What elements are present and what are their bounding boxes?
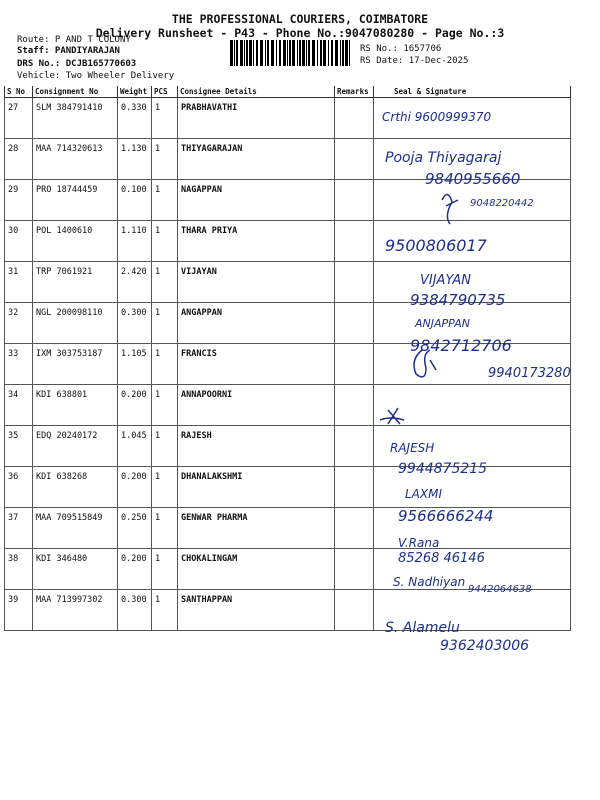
cell-weight: 1.110	[118, 221, 152, 262]
rs-number: RS No.: 1657706	[360, 44, 442, 54]
cell-remarks	[335, 426, 374, 467]
barcode-bar	[253, 40, 254, 66]
phone-row-29: 9048220442	[470, 198, 534, 209]
signature-row-39: S. Alamelu	[385, 620, 460, 636]
staff-label: Staff: PANDIYARAJAN	[17, 46, 120, 56]
runsheet-table	[4, 86, 571, 631]
phone-row-31: 9384790735	[410, 291, 506, 309]
cell-remarks	[335, 549, 374, 590]
cell-consignment-no: EDQ 20240172	[33, 426, 118, 467]
cell-remarks	[335, 180, 374, 221]
barcode-bar	[256, 40, 258, 66]
cell-sno: 30	[5, 221, 33, 262]
cell-sno: 37	[5, 508, 33, 549]
cell-sno: 35	[5, 426, 33, 467]
barcode-bar	[299, 40, 301, 66]
barcode-bar	[349, 40, 350, 66]
table-row	[5, 590, 571, 631]
cell-remarks	[335, 221, 374, 262]
cell-weight: 1.105	[118, 344, 152, 385]
barcode-bar	[234, 40, 235, 66]
cell-pcs: 1	[152, 262, 178, 303]
cell-consignee: THIYAGARAJAN	[178, 139, 335, 180]
runsheet-title: Delivery Runsheet - P43 - Phone No.:9047080280 - Page No.:3	[95, 26, 505, 40]
barcode-bar	[260, 40, 263, 66]
cell-pcs: 1	[152, 180, 178, 221]
cell-weight: 0.250	[118, 508, 152, 549]
phone-row-35: 9944875215	[398, 461, 488, 477]
cell-sno: 38	[5, 549, 33, 590]
col-remarks-header: Remarks	[335, 86, 374, 98]
table-row	[5, 385, 571, 426]
barcode	[230, 40, 354, 66]
phone-row-39: 9362403006	[440, 638, 530, 654]
cell-remarks	[335, 139, 374, 180]
phone-row-32: 9842712706	[410, 336, 512, 355]
cell-consignee: RAJESH	[178, 426, 335, 467]
col-weight-header: Weight	[118, 86, 152, 98]
barcode-bar	[308, 40, 310, 66]
cell-remarks	[335, 385, 374, 426]
barcode-bar	[265, 40, 266, 66]
signature-row-37: V.Rana	[398, 536, 440, 550]
signature-row-28: Pooja Thiyagaraj	[385, 150, 502, 166]
cell-consignment-no: PRO 18744459	[33, 180, 118, 221]
cell-consignee: FRANCIS	[178, 344, 335, 385]
barcode-bar	[276, 40, 277, 66]
barcode-bar	[312, 40, 315, 66]
cell-pcs: 1	[152, 139, 178, 180]
cell-consignment-no: SLM 384791410	[33, 98, 118, 139]
rs-date: RS Date: 17-Dec-2025	[360, 56, 469, 66]
barcode-bar	[306, 40, 307, 66]
cell-consignee: SANTHAPPAN	[178, 590, 335, 631]
barcode-bar	[267, 40, 269, 66]
phone-row-30: 9500806017	[385, 236, 487, 255]
phone-row-28: 9840955660	[425, 170, 521, 188]
cell-sno: 31	[5, 262, 33, 303]
table-header-row	[5, 86, 571, 98]
barcode-bar	[287, 40, 288, 66]
cell-pcs: 1	[152, 426, 178, 467]
barcode-bar	[289, 40, 291, 66]
cell-consignment-no: KDI 346480	[33, 549, 118, 590]
cell-weight: 0.100	[118, 180, 152, 221]
barcode-bar	[317, 40, 318, 66]
company-title: THE PROFESSIONAL COURIERS, COIMBATORE	[171, 12, 429, 26]
barcode-bar	[331, 40, 333, 66]
signature-row-32: ANJAPPAN	[415, 317, 470, 330]
cell-weight: 0.300	[118, 303, 152, 344]
barcode-bar	[328, 40, 329, 66]
cell-pcs: 1	[152, 385, 178, 426]
cell-pcs: 1	[152, 590, 178, 631]
phone-row-37: 85268 46146	[398, 551, 485, 566]
vehicle-label: Vehicle: Two Wheeler Delivery	[17, 71, 175, 81]
cell-sno: 39	[5, 590, 33, 631]
col-sno-header: S No	[5, 86, 33, 98]
signature-row-38: S. Nadhiyan	[393, 575, 466, 589]
cell-sno: 33	[5, 344, 33, 385]
barcode-bar	[297, 40, 298, 66]
signature-row-27: Crthi 9600999370	[382, 110, 492, 124]
cell-weight: 0.200	[118, 385, 152, 426]
cell-consignee: PRABHAVATHI	[178, 98, 335, 139]
cell-pcs: 1	[152, 508, 178, 549]
cell-sno: 34	[5, 385, 33, 426]
phone-row-33: 9940173280	[488, 366, 571, 381]
cell-weight: 0.200	[118, 467, 152, 508]
cell-consignment-no: KDI 638268	[33, 467, 118, 508]
barcode-bar	[323, 40, 326, 66]
cell-weight: 1.130	[118, 139, 152, 180]
cell-consignee: NAGAPPAN	[178, 180, 335, 221]
signature-row-35: RAJESH	[390, 441, 435, 455]
barcode-bar	[342, 40, 344, 66]
cell-consignment-no: IXM 303753187	[33, 344, 118, 385]
phone-row-36: 9566666244	[398, 507, 494, 525]
cell-consignment-no: MAA 714320613	[33, 139, 118, 180]
cell-remarks	[335, 508, 374, 549]
cell-weight: 0.300	[118, 590, 152, 631]
cell-pcs: 1	[152, 303, 178, 344]
route-label: Route: P AND T COLONY	[17, 35, 131, 45]
cell-remarks	[335, 303, 374, 344]
cell-sno: 32	[5, 303, 33, 344]
cell-sno: 36	[5, 467, 33, 508]
barcode-bar	[335, 40, 338, 66]
cell-consignee: DHANALAKSHMI	[178, 467, 335, 508]
signature-row-36: LAXMI	[405, 487, 443, 501]
barcode-bar	[302, 40, 305, 66]
cell-sno: 27	[5, 98, 33, 139]
col-pcs-header: PCS	[152, 86, 178, 98]
signature-row-31: VIJAYAN	[420, 273, 472, 288]
cell-weight: 1.045	[118, 426, 152, 467]
cell-remarks	[335, 344, 374, 385]
cell-remarks	[335, 262, 374, 303]
cell-weight: 0.200	[118, 549, 152, 590]
barcode-bar	[320, 40, 322, 66]
barcode-bar	[230, 40, 233, 66]
cell-weight: 0.330	[118, 98, 152, 139]
cell-consignee: CHOKALINGAM	[178, 549, 335, 590]
cell-consignment-no: MAA 713997302	[33, 590, 118, 631]
barcode-bar	[246, 40, 248, 66]
barcode-bar	[271, 40, 274, 66]
cell-consignment-no: POL 1400610	[33, 221, 118, 262]
cell-consignee: THARA PRIYA	[178, 221, 335, 262]
cell-remarks	[335, 590, 374, 631]
drs-label: DRS No.: DCJB165770603	[17, 59, 137, 69]
cell-pcs: 1	[152, 221, 178, 262]
cell-consignee: GENWAR PHARMA	[178, 508, 335, 549]
barcode-bar	[249, 40, 252, 66]
cell-sno: 28	[5, 139, 33, 180]
cell-pcs: 1	[152, 344, 178, 385]
cell-consignee: ANGAPPAN	[178, 303, 335, 344]
barcode-bar	[240, 40, 243, 66]
barcode-bar	[244, 40, 245, 66]
col-signature-header: Seal & Signature	[374, 86, 571, 98]
col-consignment-header: Consignment No	[33, 86, 118, 98]
cell-consignee: VIJAYAN	[178, 262, 335, 303]
cell-consignment-no: NGL 200098110	[33, 303, 118, 344]
phone-row-38: 9442064638	[468, 584, 532, 595]
cell-consignee: ANNAPOORNI	[178, 385, 335, 426]
barcode-bar	[292, 40, 295, 66]
cell-consignment-no: MAA 709515849	[33, 508, 118, 549]
cell-consignment-no: KDI 638801	[33, 385, 118, 426]
barcode-bar	[340, 40, 341, 66]
cell-pcs: 1	[152, 467, 178, 508]
cell-signature	[374, 385, 571, 426]
cell-remarks	[335, 467, 374, 508]
cell-remarks	[335, 98, 374, 139]
cell-weight: 2.420	[118, 262, 152, 303]
cell-consignment-no: TRP 7061921	[33, 262, 118, 303]
barcode-bar	[283, 40, 286, 66]
barcode-bar	[279, 40, 281, 66]
col-consignee-header: Consignee Details	[178, 86, 335, 98]
cell-sno: 29	[5, 180, 33, 221]
barcode-bar	[236, 40, 238, 66]
barcode-bar	[345, 40, 348, 66]
cell-pcs: 1	[152, 549, 178, 590]
cell-pcs: 1	[152, 98, 178, 139]
